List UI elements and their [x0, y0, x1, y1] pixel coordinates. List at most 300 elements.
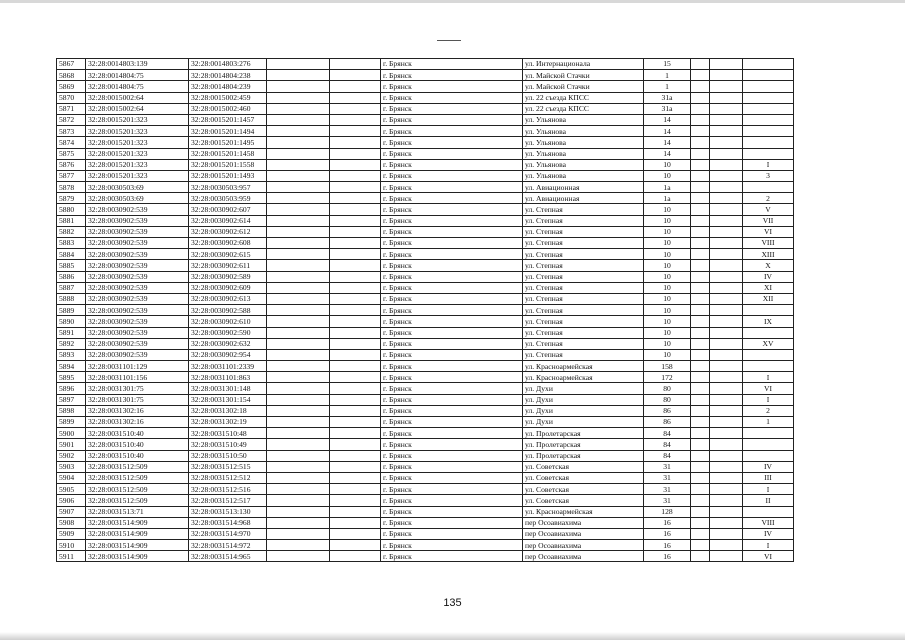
- table-row: [57, 349, 794, 360]
- row-number-cell: 5904: [57, 472, 86, 483]
- row-number-cell: 5870: [57, 92, 86, 103]
- premises-number-cell: [743, 148, 794, 159]
- empty-cell: [330, 439, 381, 450]
- house-number-cell: 16: [644, 551, 691, 562]
- premises-number-cell: IX: [743, 316, 794, 327]
- cadastral-number-cell: 32:28:0030902:612: [189, 226, 267, 237]
- premises-number-cell: [743, 361, 794, 372]
- empty-cell: [710, 103, 743, 114]
- cadastral-number-cell: 32:28:0014803:276: [189, 59, 267, 70]
- table-row: [57, 170, 794, 181]
- street-cell: ул. Степная: [523, 338, 644, 349]
- premises-number-cell: VI: [743, 226, 794, 237]
- premises-number-cell: I: [743, 159, 794, 170]
- city-cell: г. Брянск: [381, 506, 523, 517]
- row-number-cell: 5898: [57, 405, 86, 416]
- parent-cadastral-number-cell: 32:28:0030902:539: [86, 204, 189, 215]
- house-number-cell: 16: [644, 517, 691, 528]
- empty-cell: [267, 472, 330, 483]
- street-cell: ул. Советская: [523, 484, 644, 495]
- premises-number-cell: [743, 428, 794, 439]
- parent-cadastral-number-cell: 32:28:0030902:539: [86, 271, 189, 282]
- empty-cell: [710, 540, 743, 551]
- house-number-cell: 31: [644, 472, 691, 483]
- empty-cell: [691, 338, 710, 349]
- house-number-cell: 1а: [644, 182, 691, 193]
- empty-cell: [691, 59, 710, 70]
- table-row: [57, 293, 794, 304]
- premises-number-cell: VI: [743, 383, 794, 394]
- city-cell: г. Брянск: [381, 517, 523, 528]
- empty-cell: [267, 428, 330, 439]
- street-cell: ул. Степная: [523, 293, 644, 304]
- row-number-cell: 5901: [57, 439, 86, 450]
- city-cell: г. Брянск: [381, 148, 523, 159]
- premises-number-cell: [743, 506, 794, 517]
- table-row: [57, 461, 794, 472]
- row-number-cell: 5906: [57, 495, 86, 506]
- house-number-cell: 14: [644, 148, 691, 159]
- cadastral-number-cell: 32:28:0015201:1558: [189, 159, 267, 170]
- parent-cadastral-number-cell: 32:28:0030902:539: [86, 293, 189, 304]
- house-number-cell: 10: [644, 338, 691, 349]
- empty-cell: [691, 282, 710, 293]
- empty-cell: [267, 271, 330, 282]
- parent-cadastral-number-cell: 32:28:0031301:75: [86, 394, 189, 405]
- cadastral-number-cell: 32:28:0015201:1457: [189, 114, 267, 125]
- empty-cell: [330, 59, 381, 70]
- cadastral-number-cell: 32:28:0030902:611: [189, 260, 267, 271]
- empty-cell: [267, 114, 330, 125]
- table-row: [57, 484, 794, 495]
- table-row: [57, 405, 794, 416]
- parent-cadastral-number-cell: 32:28:0031101:156: [86, 372, 189, 383]
- empty-cell: [267, 238, 330, 249]
- house-number-cell: 10: [644, 204, 691, 215]
- empty-cell: [267, 137, 330, 148]
- empty-cell: [330, 327, 381, 338]
- parent-cadastral-number-cell: 32:28:0031510:40: [86, 439, 189, 450]
- street-cell: ул. Ульянова: [523, 170, 644, 181]
- premises-number-cell: [743, 81, 794, 92]
- cadastral-number-cell: 32:28:0031512:515: [189, 461, 267, 472]
- premises-number-cell: XIII: [743, 249, 794, 260]
- empty-cell: [710, 59, 743, 70]
- table-row: [57, 271, 794, 282]
- empty-cell: [710, 338, 743, 349]
- empty-cell: [710, 439, 743, 450]
- empty-cell: [710, 249, 743, 260]
- table-row: [57, 226, 794, 237]
- empty-cell: [691, 249, 710, 260]
- cadastral-number-cell: 32:28:0031512:517: [189, 495, 267, 506]
- street-cell: ул. Пролетарская: [523, 439, 644, 450]
- page-bottom-edge: [0, 632, 905, 640]
- cadastral-number-cell: 32:28:0031101:863: [189, 372, 267, 383]
- empty-cell: [691, 226, 710, 237]
- empty-cell: [330, 193, 381, 204]
- table-row: [57, 137, 794, 148]
- empty-cell: [710, 316, 743, 327]
- empty-cell: [267, 293, 330, 304]
- empty-cell: [691, 193, 710, 204]
- house-number-cell: 84: [644, 439, 691, 450]
- street-cell: ул. Степная: [523, 226, 644, 237]
- premises-number-cell: [743, 349, 794, 360]
- house-number-cell: 16: [644, 528, 691, 539]
- premises-number-cell: IV: [743, 271, 794, 282]
- city-cell: г. Брянск: [381, 81, 523, 92]
- registry-table: [56, 58, 794, 562]
- city-cell: г. Брянск: [381, 193, 523, 204]
- city-cell: г. Брянск: [381, 316, 523, 327]
- empty-cell: [330, 293, 381, 304]
- house-number-cell: 172: [644, 372, 691, 383]
- row-number-cell: 5908: [57, 517, 86, 528]
- row-number-cell: 5879: [57, 193, 86, 204]
- empty-cell: [267, 439, 330, 450]
- parent-cadastral-number-cell: 32:28:0031514:909: [86, 528, 189, 539]
- row-number-cell: 5875: [57, 148, 86, 159]
- premises-number-cell: X: [743, 260, 794, 271]
- city-cell: г. Брянск: [381, 327, 523, 338]
- empty-cell: [691, 215, 710, 226]
- parent-cadastral-number-cell: 32:28:0030902:539: [86, 249, 189, 260]
- table-row: [57, 316, 794, 327]
- empty-cell: [710, 417, 743, 428]
- city-cell: г. Брянск: [381, 103, 523, 114]
- empty-cell: [267, 182, 330, 193]
- city-cell: г. Брянск: [381, 238, 523, 249]
- empty-cell: [710, 215, 743, 226]
- empty-cell: [267, 59, 330, 70]
- street-cell: ул. Майской Стачки: [523, 81, 644, 92]
- parent-cadastral-number-cell: 32:28:0015201:323: [86, 148, 189, 159]
- city-cell: г. Брянск: [381, 338, 523, 349]
- parent-cadastral-number-cell: 32:28:0030902:539: [86, 238, 189, 249]
- empty-cell: [267, 126, 330, 137]
- table-row: [57, 495, 794, 506]
- house-number-cell: 128: [644, 506, 691, 517]
- row-number-cell: 5900: [57, 428, 86, 439]
- house-number-cell: 10: [644, 226, 691, 237]
- cadastral-number-cell: 32:28:0031510:48: [189, 428, 267, 439]
- row-number-cell: 5902: [57, 450, 86, 461]
- premises-number-cell: VI: [743, 551, 794, 562]
- city-cell: г. Брянск: [381, 461, 523, 472]
- cadastral-number-cell: 32:28:0031514:968: [189, 517, 267, 528]
- empty-cell: [330, 551, 381, 562]
- empty-cell: [710, 92, 743, 103]
- empty-cell: [330, 238, 381, 249]
- premises-number-cell: 1: [743, 417, 794, 428]
- cadastral-number-cell: 32:28:0015201:1495: [189, 137, 267, 148]
- row-number-cell: 5888: [57, 293, 86, 304]
- empty-cell: [691, 81, 710, 92]
- table-row: [57, 103, 794, 114]
- empty-cell: [710, 159, 743, 170]
- empty-cell: [330, 249, 381, 260]
- row-number-cell: 5905: [57, 484, 86, 495]
- street-cell: ул. Степная: [523, 349, 644, 360]
- parent-cadastral-number-cell: 32:28:0031301:75: [86, 383, 189, 394]
- empty-cell: [267, 540, 330, 551]
- empty-cell: [691, 204, 710, 215]
- cadastral-number-cell: 32:28:0031301:154: [189, 394, 267, 405]
- table-row: [57, 361, 794, 372]
- parent-cadastral-number-cell: 32:28:0031510:40: [86, 450, 189, 461]
- cadastral-number-cell: 32:28:0030902:608: [189, 238, 267, 249]
- parent-cadastral-number-cell: 32:28:0031302:16: [86, 417, 189, 428]
- street-cell: ул. Духи: [523, 417, 644, 428]
- street-cell: ул. Советская: [523, 472, 644, 483]
- parent-cadastral-number-cell: 32:28:0031514:909: [86, 517, 189, 528]
- empty-cell: [330, 282, 381, 293]
- parent-cadastral-number-cell: 32:28:0015201:323: [86, 137, 189, 148]
- house-number-cell: 80: [644, 383, 691, 394]
- cadastral-number-cell: 32:28:0031302:19: [189, 417, 267, 428]
- house-number-cell: 10: [644, 249, 691, 260]
- row-number-cell: 5910: [57, 540, 86, 551]
- parent-cadastral-number-cell: 32:28:0030503:69: [86, 182, 189, 193]
- premises-number-cell: VIII: [743, 238, 794, 249]
- street-cell: ул. Духи: [523, 394, 644, 405]
- empty-cell: [710, 238, 743, 249]
- empty-cell: [710, 372, 743, 383]
- city-cell: г. Брянск: [381, 293, 523, 304]
- house-number-cell: 10: [644, 305, 691, 316]
- city-cell: г. Брянск: [381, 428, 523, 439]
- empty-cell: [267, 338, 330, 349]
- table-row: [57, 372, 794, 383]
- page-number: 135: [443, 597, 462, 609]
- table-row: [57, 59, 794, 70]
- city-cell: г. Брянск: [381, 484, 523, 495]
- empty-cell: [330, 428, 381, 439]
- empty-cell: [267, 405, 330, 416]
- cadastral-number-cell: 32:28:0030902:632: [189, 338, 267, 349]
- row-number-cell: 5893: [57, 349, 86, 360]
- parent-cadastral-number-cell: 32:28:0031514:909: [86, 540, 189, 551]
- row-number-cell: 5878: [57, 182, 86, 193]
- row-number-cell: 5882: [57, 226, 86, 237]
- table-row: [57, 126, 794, 137]
- table-row: [57, 215, 794, 226]
- row-number-cell: 5911: [57, 551, 86, 562]
- empty-cell: [691, 528, 710, 539]
- city-cell: г. Брянск: [381, 551, 523, 562]
- cadastral-number-cell: 32:28:0030902:610: [189, 316, 267, 327]
- table-row: [57, 81, 794, 92]
- empty-cell: [691, 383, 710, 394]
- city-cell: г. Брянск: [381, 472, 523, 483]
- house-number-cell: 10: [644, 215, 691, 226]
- city-cell: г. Брянск: [381, 249, 523, 260]
- parent-cadastral-number-cell: 32:28:0031512:509: [86, 472, 189, 483]
- city-cell: г. Брянск: [381, 114, 523, 125]
- row-number-cell: 5907: [57, 506, 86, 517]
- house-number-cell: 10: [644, 159, 691, 170]
- empty-cell: [691, 439, 710, 450]
- street-cell: пер Осоавиахима: [523, 517, 644, 528]
- empty-cell: [710, 126, 743, 137]
- empty-cell: [691, 271, 710, 282]
- empty-cell: [267, 70, 330, 81]
- street-cell: ул. 22 съезда КПСС: [523, 103, 644, 114]
- parent-cadastral-number-cell: 32:28:0031512:509: [86, 461, 189, 472]
- premises-number-cell: [743, 327, 794, 338]
- empty-cell: [710, 484, 743, 495]
- row-number-cell: 5881: [57, 215, 86, 226]
- empty-cell: [691, 114, 710, 125]
- empty-cell: [330, 472, 381, 483]
- city-cell: г. Брянск: [381, 260, 523, 271]
- street-cell: ул. Ульянова: [523, 126, 644, 137]
- cadastral-number-cell: 32:28:0015201:1458: [189, 148, 267, 159]
- parent-cadastral-number-cell: 32:28:0015201:323: [86, 170, 189, 181]
- table-row: [57, 92, 794, 103]
- empty-cell: [330, 114, 381, 125]
- empty-cell: [710, 293, 743, 304]
- street-cell: ул. Авиационная: [523, 182, 644, 193]
- premises-number-cell: [743, 103, 794, 114]
- empty-cell: [710, 528, 743, 539]
- city-cell: г. Брянск: [381, 159, 523, 170]
- empty-cell: [691, 517, 710, 528]
- table-row: [57, 114, 794, 125]
- empty-cell: [710, 271, 743, 282]
- row-number-cell: 5872: [57, 114, 86, 125]
- empty-cell: [267, 551, 330, 562]
- premises-number-cell: [743, 439, 794, 450]
- street-cell: ул. Авиационная: [523, 193, 644, 204]
- row-number-cell: 5899: [57, 417, 86, 428]
- table-row: [57, 182, 794, 193]
- premises-number-cell: XV: [743, 338, 794, 349]
- empty-cell: [330, 271, 381, 282]
- row-number-cell: 5892: [57, 338, 86, 349]
- street-cell: ул. Красноармейская: [523, 361, 644, 372]
- street-cell: ул. Степная: [523, 249, 644, 260]
- house-number-cell: 14: [644, 137, 691, 148]
- premises-number-cell: XI: [743, 282, 794, 293]
- premises-number-cell: [743, 114, 794, 125]
- empty-cell: [691, 450, 710, 461]
- city-cell: г. Брянск: [381, 215, 523, 226]
- empty-cell: [267, 506, 330, 517]
- empty-cell: [267, 215, 330, 226]
- empty-cell: [710, 405, 743, 416]
- premises-number-cell: VII: [743, 215, 794, 226]
- empty-cell: [691, 461, 710, 472]
- row-number-cell: 5889: [57, 305, 86, 316]
- empty-cell: [267, 517, 330, 528]
- empty-cell: [267, 170, 330, 181]
- table-row: [57, 439, 794, 450]
- cadastral-number-cell: 32:28:0031301:148: [189, 383, 267, 394]
- house-number-cell: 10: [644, 316, 691, 327]
- empty-cell: [267, 159, 330, 170]
- street-cell: ул. Пролетарская: [523, 428, 644, 439]
- cadastral-number-cell: 32:28:0015002:459: [189, 92, 267, 103]
- street-cell: ул. Степная: [523, 260, 644, 271]
- row-number-cell: 5886: [57, 271, 86, 282]
- empty-cell: [691, 484, 710, 495]
- street-cell: ул. Степная: [523, 271, 644, 282]
- empty-cell: [267, 81, 330, 92]
- empty-cell: [710, 226, 743, 237]
- empty-cell: [330, 495, 381, 506]
- empty-cell: [691, 551, 710, 562]
- city-cell: г. Брянск: [381, 540, 523, 551]
- premises-number-cell: VIII: [743, 517, 794, 528]
- empty-cell: [330, 316, 381, 327]
- city-cell: г. Брянск: [381, 170, 523, 181]
- premises-number-cell: V: [743, 204, 794, 215]
- premises-number-cell: [743, 70, 794, 81]
- empty-cell: [710, 70, 743, 81]
- row-number-cell: 5874: [57, 137, 86, 148]
- city-cell: г. Брянск: [381, 70, 523, 81]
- empty-cell: [710, 148, 743, 159]
- house-number-cell: 14: [644, 114, 691, 125]
- street-cell: ул. Степная: [523, 316, 644, 327]
- house-number-cell: 84: [644, 450, 691, 461]
- table-row: [57, 193, 794, 204]
- empty-cell: [691, 349, 710, 360]
- parent-cadastral-number-cell: 32:28:0015201:323: [86, 159, 189, 170]
- empty-cell: [330, 450, 381, 461]
- empty-cell: [710, 260, 743, 271]
- city-cell: г. Брянск: [381, 282, 523, 293]
- street-cell: ул. Степная: [523, 282, 644, 293]
- street-cell: ул. Красноармейская: [523, 506, 644, 517]
- empty-cell: [691, 148, 710, 159]
- empty-cell: [710, 394, 743, 405]
- street-cell: ул. Советская: [523, 495, 644, 506]
- house-number-cell: 10: [644, 282, 691, 293]
- empty-cell: [267, 394, 330, 405]
- row-number-cell: 5890: [57, 316, 86, 327]
- empty-cell: [267, 226, 330, 237]
- table-row: [57, 204, 794, 215]
- cadastral-number-cell: 32:28:0030503:957: [189, 182, 267, 193]
- premises-number-cell: I: [743, 394, 794, 405]
- table-row: [57, 517, 794, 528]
- cadastral-number-cell: 32:28:0031510:49: [189, 439, 267, 450]
- empty-cell: [330, 383, 381, 394]
- city-cell: г. Брянск: [381, 226, 523, 237]
- row-number-cell: 5903: [57, 461, 86, 472]
- empty-cell: [691, 394, 710, 405]
- row-number-cell: 5877: [57, 170, 86, 181]
- city-cell: г. Брянск: [381, 405, 523, 416]
- parent-cadastral-number-cell: 32:28:0031512:509: [86, 495, 189, 506]
- street-cell: ул. Степная: [523, 238, 644, 249]
- empty-cell: [710, 327, 743, 338]
- row-number-cell: 5887: [57, 282, 86, 293]
- empty-cell: [267, 528, 330, 539]
- row-number-cell: 5909: [57, 528, 86, 539]
- empty-cell: [267, 484, 330, 495]
- empty-cell: [710, 305, 743, 316]
- table-row: [57, 417, 794, 428]
- street-cell: ул. Красноармейская: [523, 372, 644, 383]
- street-cell: ул. Интернационала: [523, 59, 644, 70]
- cadastral-number-cell: 32:28:0031514:970: [189, 528, 267, 539]
- empty-cell: [691, 405, 710, 416]
- empty-cell: [267, 361, 330, 372]
